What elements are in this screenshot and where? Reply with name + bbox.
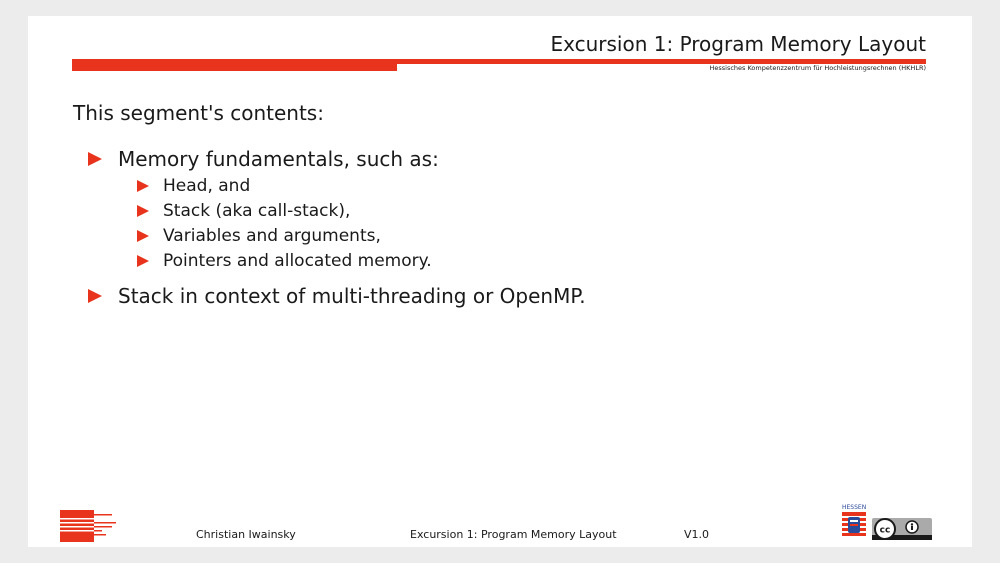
bullet-triangle-icon (88, 152, 102, 166)
bullet-triangle-icon (88, 289, 102, 303)
footer-logos (842, 504, 934, 544)
slide-subtitle: Hessisches Kompetenzzentrum für Hochleistungsrechnen (HKHLR) (709, 64, 926, 72)
svg-text:cc: cc (879, 525, 891, 536)
footer-version: V1.0 (684, 528, 710, 541)
hkhlr-logo-icon (60, 510, 116, 542)
sub-bullet-text: Pointers and allocated memory. (163, 251, 432, 271)
sub-bullet-item (163, 201, 350, 221)
sub-bullet-item (163, 251, 432, 271)
cc-by-license-icon (872, 518, 932, 540)
sub-bullet-item (163, 176, 250, 196)
header-bar-thick (72, 59, 397, 71)
bullet-triangle-icon (137, 205, 149, 217)
bullet-triangle-icon (137, 255, 149, 267)
slide (28, 16, 972, 547)
intro-text: This segment's contents: (73, 101, 324, 125)
sub-bullet-text: Variables and arguments, (163, 226, 381, 246)
sub-bullet-text: Head, and (163, 176, 251, 196)
hessen-crest-icon (842, 512, 866, 540)
bullet-triangle-icon (137, 230, 149, 242)
slide-title: Excursion 1: Program Memory Layout (550, 32, 926, 56)
footer-title: Excursion 1: Program Memory Layout (410, 528, 617, 541)
sub-bullet-item (163, 226, 381, 246)
hessen-label: HESSEN (842, 504, 867, 511)
bullet-text: Memory fundamentals, such as: (118, 147, 439, 171)
bullet-item (118, 147, 439, 171)
footer-author: Christian Iwainsky (196, 528, 296, 541)
sub-bullet-text: Stack (aka call-stack), (163, 201, 351, 221)
bullet-triangle-icon (137, 180, 149, 192)
bullet-text: Stack in context of multi-threading or OpenMP. (118, 284, 586, 308)
bullet-item (118, 284, 586, 308)
